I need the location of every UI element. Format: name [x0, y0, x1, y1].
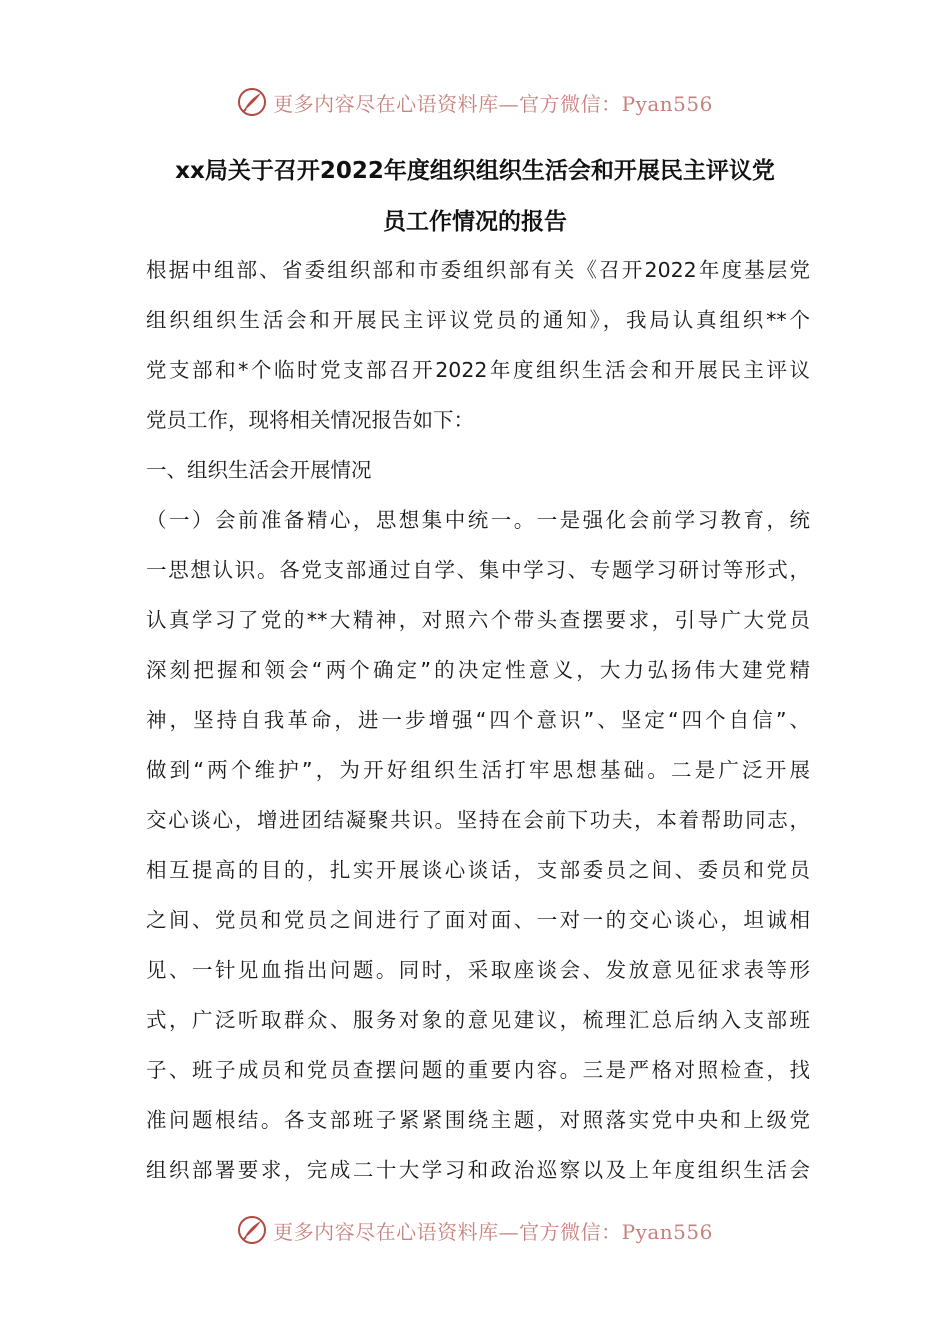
body-line: 深刻把握和领会“两个确定”的决定性意义，大力弘扬伟大建党精: [146, 658, 810, 682]
body-line: 相互提高的目的，扎实开展谈心谈话，支部委员之间、委员和党员: [146, 858, 810, 882]
body-line: 组织部署要求，完成二十大学习和政治巡察以及上年度组织生活会: [146, 1158, 810, 1182]
footer-banner: [0, 1210, 950, 1250]
body-line: 党员工作，现将相关情况报告如下：: [146, 408, 474, 432]
section-heading: 一、组织生活会开展情况: [146, 458, 372, 482]
body-line: 做到“两个维护”，为开好组织生活打牢思想基础。二是广泛开展: [146, 758, 810, 782]
body-line: 神，坚持自我革命，进一步增强“四个意识”、坚定“四个自信”、: [146, 708, 810, 732]
banner-text: 更多内容尽在心语资料库—官方微信：Pyan556: [273, 91, 713, 116]
header-banner: [0, 82, 950, 122]
body-line: 交心谈心，增进团结凝聚共识。坚持在会前下功夫，本着帮助同志，: [146, 808, 810, 832]
quill-logo-icon: [237, 1215, 267, 1245]
banner-text: 更多内容尽在心语资料库—官方微信：Pyan556: [273, 1219, 713, 1244]
body-line: 之间、党员和党员之间进行了面对面、一对一的交心谈心，坦诚相: [146, 908, 810, 932]
body-line: 组织组织生活会和开展民主评议党员的通知》，我局认真组织**个: [146, 308, 810, 332]
body-line: 准问题根结。各支部班子紧紧围绕主题，对照落实党中央和上级党: [146, 1108, 810, 1132]
document-title-line-1: xx局关于召开2022年度组织组织生活会和开展民主评议党: [175, 158, 775, 184]
document-title-line-2: 员工作情况的报告: [383, 209, 567, 235]
quill-logo-icon: [237, 87, 267, 117]
body-line: 党支部和*个临时党支部召开2022年度组织生活会和开展民主评议: [146, 358, 810, 382]
body-line: 一思想认识。各党支部通过自学、集中学习、专题学习研讨等形式，: [146, 558, 810, 582]
body-line: 见、一针见血指出问题。同时，采取座谈会、发放意见征求表等形: [146, 958, 810, 982]
body-line: 认真学习了党的**大精神，对照六个带头查摆要求，引导广大党员: [146, 608, 810, 632]
body-line: （一）会前准备精心，思想集中统一。一是强化会前学习教育，统: [146, 508, 810, 532]
body-line: 根据中组部、省委组织部和市委组织部有关《召开2022年度基层党: [146, 258, 810, 282]
body-line: 子、班子成员和党员查摆问题的重要内容。三是严格对照检查，找: [146, 1058, 810, 1082]
body-line: 式，广泛听取群众、服务对象的意见建议，梳理汇总后纳入支部班: [146, 1008, 810, 1032]
